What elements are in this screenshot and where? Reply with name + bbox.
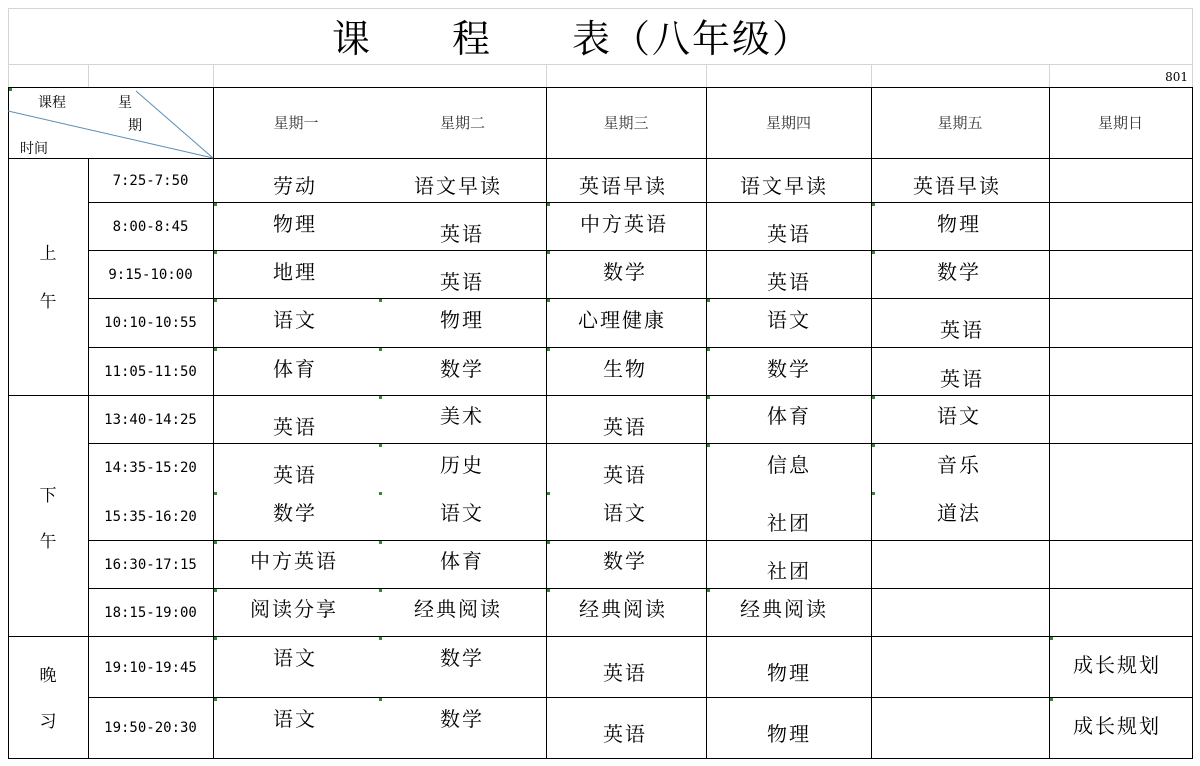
day-header-sun: 星期日: [1097, 114, 1143, 132]
lesson-cell: 英语早读: [913, 174, 1001, 198]
cell-marker: [379, 637, 382, 640]
time-slot: 18:15-19:00: [104, 605, 197, 621]
grid-line: [88, 298, 1193, 299]
grid-line: [706, 87, 707, 759]
cell-marker: [379, 299, 382, 302]
time-slot: 16:30-17:15: [104, 557, 197, 573]
lesson-cell: 英语早读: [579, 174, 667, 198]
lesson-cell: 成长规划: [1073, 714, 1161, 738]
cell-marker: [547, 299, 550, 302]
corner-time-label: 时间: [20, 141, 48, 157]
period-morning-2: 午: [39, 292, 57, 312]
grid-line: [213, 87, 214, 759]
period-afternoon-1: 下: [39, 486, 57, 506]
day-header-mon: 星期一: [273, 114, 319, 132]
cell-marker: [707, 444, 710, 447]
cell-marker: [214, 251, 217, 254]
lesson-cell: 体育: [440, 549, 484, 573]
lesson-cell: 语文: [440, 501, 484, 525]
cell-marker: [214, 348, 217, 351]
lesson-cell: 英语: [603, 463, 647, 487]
cell-marker: [379, 396, 382, 399]
period-evening-1: 晚: [39, 666, 57, 686]
period-morning-1: 上: [39, 244, 57, 264]
lesson-cell: 物理: [767, 661, 811, 685]
grid-line: [88, 588, 1193, 589]
time-slot: 8:00-8:45: [112, 219, 189, 235]
cell-marker: [379, 444, 382, 447]
cell-marker: [872, 396, 875, 399]
grid-line: [88, 64, 89, 87]
cell-marker: [379, 698, 382, 701]
grid-line: [871, 87, 872, 759]
cell-marker: [707, 396, 710, 399]
lesson-cell: 中方英语: [250, 549, 338, 573]
cell-marker: [1050, 698, 1053, 701]
cell-marker: [214, 541, 217, 544]
corner-star-label: 星: [118, 95, 132, 111]
time-slot: 14:35-15:20: [104, 460, 197, 476]
time-slot: 19:50-20:30: [104, 720, 197, 736]
day-header-tue: 星期二: [439, 114, 485, 132]
cell-marker: [872, 203, 875, 206]
grid-line: [8, 8, 1192, 9]
page-title: 课 程 表（八年级）: [332, 17, 813, 61]
lesson-cell: 英语: [603, 722, 647, 746]
grid-line: [88, 697, 1193, 698]
cell-marker: [379, 589, 382, 592]
lesson-cell: 语文: [273, 707, 317, 731]
lesson-cell: 经典阅读: [414, 597, 502, 621]
lesson-cell: 物理: [937, 212, 981, 236]
cell-marker: [214, 589, 217, 592]
time-slot: 11:05-11:50: [104, 364, 197, 380]
cell-marker: [872, 492, 875, 495]
grid-line: [706, 64, 707, 87]
cell-marker: [547, 203, 550, 206]
lesson-cell: 数学: [440, 707, 484, 731]
period-afternoon-2: 午: [39, 532, 57, 552]
grid-line: [546, 64, 547, 87]
corner-period-label: 期: [128, 118, 142, 134]
lesson-cell: 地理: [273, 260, 317, 284]
cell-marker: [707, 299, 710, 302]
cell-marker: [872, 251, 875, 254]
lesson-cell: 英语: [273, 463, 317, 487]
lesson-cell: 心理健康: [578, 308, 666, 332]
cell-marker: [547, 589, 550, 592]
lesson-cell: 英语: [940, 367, 984, 391]
lesson-cell: 英语: [603, 661, 647, 685]
lesson-cell: 英语: [940, 318, 984, 342]
cell-marker: [379, 348, 382, 351]
lesson-cell: 信息: [767, 453, 811, 477]
lesson-cell: 英语: [767, 222, 811, 246]
lesson-cell: 劳动: [273, 174, 317, 198]
lesson-cell: 语文: [273, 646, 317, 670]
cell-marker: [707, 589, 710, 592]
cell-marker: [214, 299, 217, 302]
lesson-cell: 道法: [937, 501, 981, 525]
grid-line: [8, 8, 9, 88]
grid-line: [1049, 87, 1050, 759]
grid-line: [1192, 87, 1193, 759]
day-header-fri: 星期五: [937, 114, 983, 132]
cell-marker: [9, 88, 12, 91]
cell-marker: [379, 541, 382, 544]
lesson-cell: 音乐: [937, 453, 981, 477]
grid-line: [8, 64, 1192, 65]
period-evening-2: 习: [39, 712, 57, 732]
time-slot: 15:35-16:20: [104, 509, 197, 525]
lesson-cell: 数学: [273, 501, 317, 525]
cell-marker: [214, 637, 217, 640]
cell-marker: [872, 444, 875, 447]
time-slot: 9:15-10:00: [108, 267, 193, 283]
grid-line: [1192, 8, 1193, 88]
grid-line: [88, 347, 1193, 348]
cell-marker: [547, 251, 550, 254]
lesson-cell: 经典阅读: [579, 597, 667, 621]
cell-marker: [707, 348, 710, 351]
cell-marker: [214, 492, 217, 495]
lesson-cell: 英语: [273, 415, 317, 439]
lesson-cell: 数学: [603, 549, 647, 573]
lesson-cell: 社团: [767, 559, 811, 583]
grid-line: [546, 87, 547, 759]
lesson-cell: 社团: [767, 511, 811, 535]
lesson-cell: 英语: [440, 270, 484, 294]
lesson-cell: 语文: [767, 308, 811, 332]
grid-line: [8, 758, 1193, 759]
day-header-thu: 星期四: [765, 114, 811, 132]
grid-line: [871, 64, 872, 87]
time-slot: 10:10-10:55: [104, 315, 197, 331]
grid-line: [88, 540, 1193, 541]
lesson-cell: 英语: [767, 270, 811, 294]
cell-marker: [547, 541, 550, 544]
lesson-cell: 阅读分享: [250, 597, 338, 621]
grid-line: [88, 202, 1193, 203]
lesson-cell: 体育: [273, 357, 317, 381]
time-slot: 7:25-7:50: [112, 173, 189, 189]
lesson-cell: 语文: [937, 404, 981, 428]
day-header-wed: 星期三: [603, 114, 649, 132]
lesson-cell: 物理: [440, 308, 484, 332]
lesson-cell: 数学: [767, 357, 811, 381]
lesson-cell: 数学: [937, 260, 981, 284]
grid-line: [1049, 64, 1050, 87]
grid-line: [8, 395, 1193, 396]
lesson-cell: 英语: [603, 415, 647, 439]
lesson-cell: 体育: [767, 404, 811, 428]
time-slot: 13:40-14:25: [104, 412, 197, 428]
lesson-cell: 数学: [603, 260, 647, 284]
lesson-cell: 语文早读: [414, 174, 502, 198]
lesson-cell: 数学: [440, 646, 484, 670]
lesson-cell: 语文: [273, 308, 317, 332]
grid-line: [88, 250, 1193, 251]
corner-course-label: 课程: [38, 95, 66, 111]
lesson-cell: 英语: [440, 222, 484, 246]
lesson-cell: 美术: [440, 404, 484, 428]
cell-marker: [1050, 637, 1053, 640]
lesson-cell: 历史: [440, 453, 484, 477]
lesson-cell: 物理: [273, 212, 317, 236]
lesson-cell: 中方英语: [580, 212, 668, 236]
lesson-cell: 生物: [603, 357, 647, 381]
lesson-cell: 经典阅读: [740, 597, 828, 621]
grid-line: [213, 64, 214, 87]
time-slot: 19:10-19:45: [104, 660, 197, 676]
grid-line: [8, 636, 1193, 637]
grid-line: [88, 443, 1193, 444]
cell-marker: [547, 492, 550, 495]
lesson-cell: 语文早读: [740, 174, 828, 198]
lesson-cell: 数学: [440, 357, 484, 381]
lesson-cell: 物理: [767, 722, 811, 746]
cell-marker: [214, 203, 217, 206]
class-code: 801: [1165, 70, 1188, 84]
cell-marker: [547, 348, 550, 351]
lesson-cell: 成长规划: [1073, 653, 1161, 677]
cell-marker: [379, 492, 382, 495]
cell-marker: [214, 698, 217, 701]
lesson-cell: 语文: [603, 501, 647, 525]
